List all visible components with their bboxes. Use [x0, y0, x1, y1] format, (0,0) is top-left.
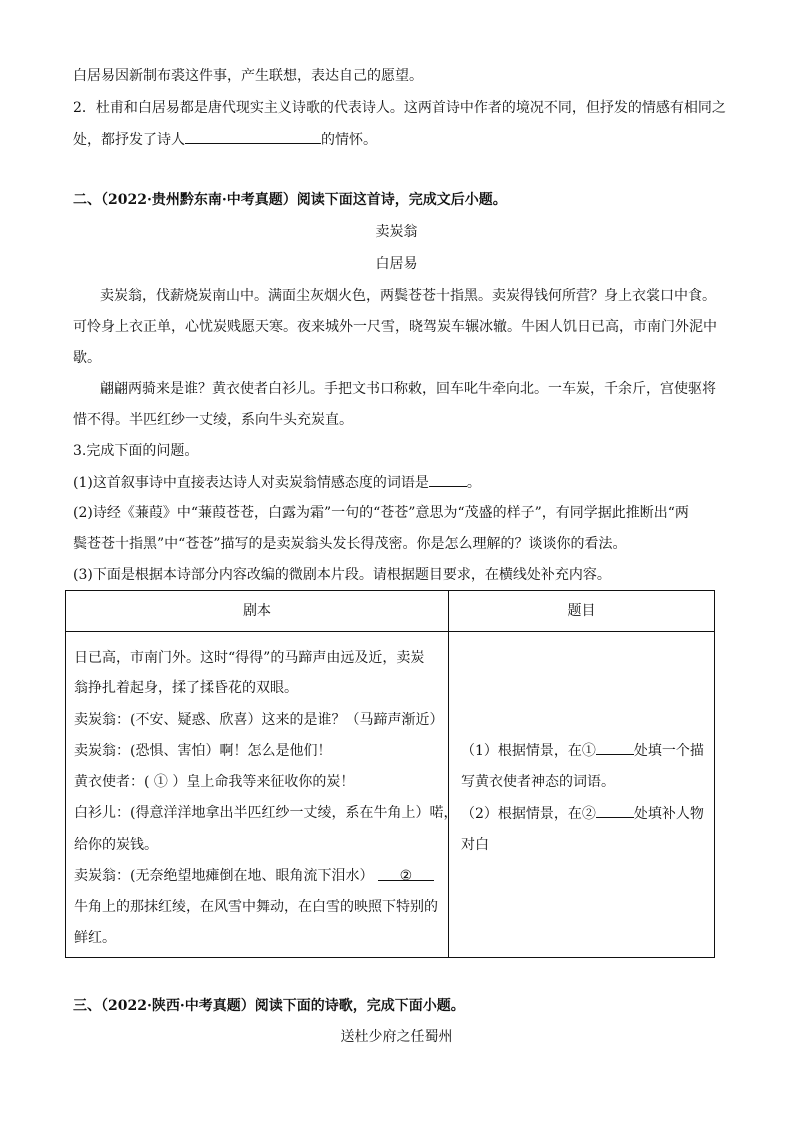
- answer-blank-2[interactable]: [378, 866, 434, 884]
- script-cell: [66, 632, 458, 958]
- poem-title: 卖炭翁: [375, 224, 418, 240]
- poem-author: 白居易: [375, 256, 418, 272]
- question-text: 处，都抒发了诗人: [73, 132, 185, 148]
- header-script: 剧本: [66, 591, 449, 632]
- question-text: (1)这首叙事诗中直接表达诗人对卖炭翁情感态度的词语是: [73, 475, 429, 491]
- question-line: [461, 740, 704, 761]
- question-text: 处填一个描: [633, 743, 704, 759]
- question-cell: [449, 632, 715, 958]
- answer-blank[interactable]: [185, 129, 321, 144]
- question-text: 的情怀。: [321, 132, 377, 148]
- script-line: [74, 866, 434, 886]
- question-3-2-cont: 鬓苍苍十指黑”中“苍苍”描写的是卖炭翁头发长得茂密。你是怎么理解的？谈谈你的看法。: [73, 536, 627, 552]
- question-3-3: (3)下面是根据本诗部分内容改编的微剧本片段。请根据题目要求，在横线处补充内容。: [73, 567, 611, 583]
- answer-blank[interactable]: [429, 472, 467, 487]
- question-2-cont: [73, 129, 377, 150]
- question-3-1: [73, 472, 481, 493]
- script-line: 给你的炭钱。: [74, 837, 158, 853]
- question-line: [461, 803, 704, 824]
- poem-text: 歇。: [73, 350, 101, 366]
- script-table: [65, 590, 715, 958]
- poem-title: 送杜少府之任蜀州: [340, 1029, 453, 1045]
- script-line: 黄衣使者：( ① ）皇上命我等来征收你的炭！: [74, 774, 355, 790]
- text-line: 白居易因新制布裘这件事，产生联想，表达自己的愿望。: [73, 68, 423, 84]
- answer-blank[interactable]: [596, 740, 634, 755]
- poem-text: 卖炭翁，伐薪烧炭南山中。满面尘灰烟火色，两鬓苍苍十指黑。卖炭得钱何所营？身上衣裳口中食。: [100, 288, 716, 304]
- question-text: 处填补人物: [633, 806, 704, 822]
- question-text: （1）根据情景，在①: [461, 743, 596, 759]
- answer-blank[interactable]: [596, 803, 634, 818]
- script-line: 日已高，市南门外。这时“得得”的马蹄声由远及近，卖炭: [74, 650, 425, 666]
- question-2: 2．杜甫和白居易都是唐代现实主义诗歌的代表诗人。这两首诗中作者的境况不同，但抒发的情感有相同之: [73, 100, 726, 116]
- script-line: 牛角上的那抹红绫，在风雪中舞动，在白雪的映照下特别的: [74, 899, 438, 915]
- section-heading: 三、（2022·陕西·中考真题）阅读下面的诗歌，完成下面小题。: [73, 998, 465, 1014]
- script-text: 卖炭翁：(无奈绝望地瘫倒在地、眼角流下泪水）: [74, 868, 374, 884]
- question-3-2: (2)诗经《蒹葭》中“蒹葭苍苍，白露为霜”一句的“苍苍”意思为“茂盛的样子”，有同学据此推断出“两: [73, 505, 689, 521]
- script-line: 翁挣扎着起身，揉了揉昏花的双眼。: [74, 680, 298, 696]
- question-line: 写黄衣使者神态的词语。: [461, 774, 615, 790]
- question-line: 对白: [461, 837, 489, 853]
- header-question: 题目: [449, 591, 715, 632]
- poem-text: 惜不得。半匹红纱一丈绫，系向牛头充炭直。: [73, 412, 353, 428]
- poem-text: 翩翩两骑来是谁？黄衣使者白衫儿。手把文书口称敕，回车叱牛牵向北。一车炭，千余斤，宫使驱将: [100, 381, 716, 397]
- script-line: 卖炭翁：(不安、疑惑、欣喜）这来的是谁？（马蹄声渐近）: [74, 712, 444, 728]
- question-text: 。: [466, 475, 481, 491]
- poem-text: 可怜身上衣正单，心忧炭贱愿天寒。夜来城外一尺雪，晓驾炭车辗冰辙。牛困人饥日已高，市南门外泥中: [73, 319, 717, 335]
- blank-mark: ②: [399, 868, 413, 884]
- section-heading: 二、（2022·贵州黔东南·中考真题）阅读下面这首诗，完成文后小题。: [73, 192, 507, 208]
- question-text: （2）根据情景，在②: [461, 806, 596, 822]
- script-line: 白衫儿：(得意洋洋地拿出半匹红纱一丈绫，系在牛角上）喏，: [74, 805, 458, 821]
- script-line: 卖炭翁：(恐惧、害怕）啊！怎么是他们！: [74, 743, 332, 759]
- question-3: 3.完成下面的问题。: [73, 443, 199, 459]
- script-line: 鲜红。: [74, 930, 116, 946]
